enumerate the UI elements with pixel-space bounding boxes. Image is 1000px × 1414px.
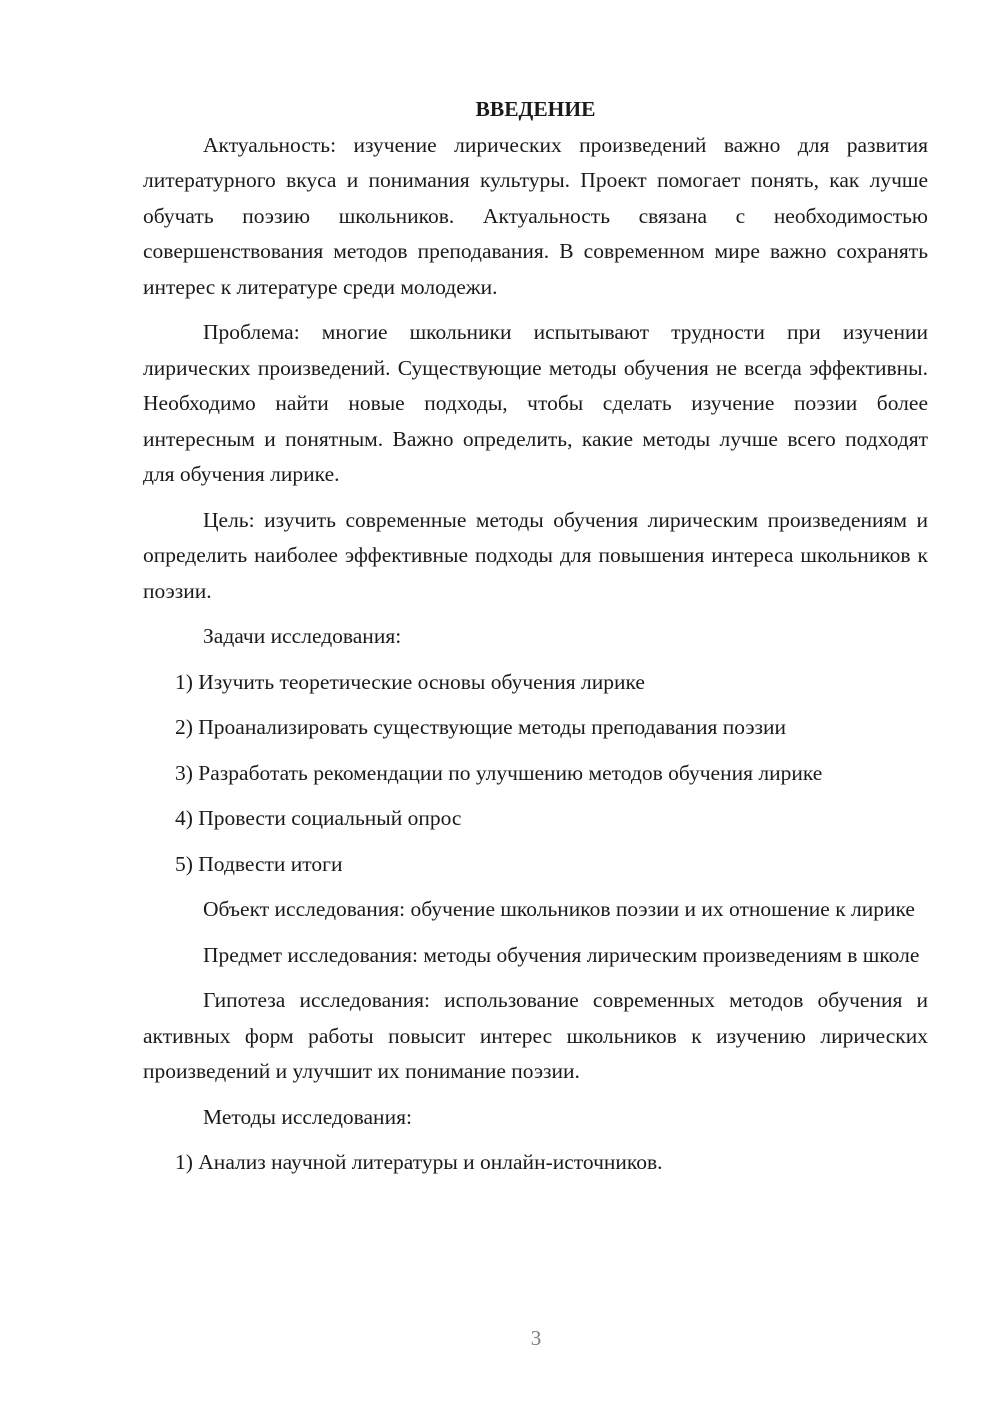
- task-item-4: 4) Провести социальный опрос: [175, 806, 462, 830]
- problem-paragraph: Проблема: многие школьники испытывают трудности при изучении лирических произведений. Существующие методы обучения не всегда эффективны. Необходимо найти новые подходы, чтобы сделать изучение поэзии более интересным и понятным. Важно определить, какие методы лучше всего подходят для обучения лирике.: [143, 320, 928, 486]
- goal-paragraph: Цель: изучить современные методы обучения лирическим произведениям и определить наиболее эффективные подходы для повышения интереса школьников к поэзии.: [143, 507, 928, 603]
- method-item-1: 1) Анализ научной литературы и онлайн-источников.: [175, 1150, 663, 1174]
- task-item-5: 5) Подвести итоги: [175, 851, 343, 876]
- document-heading: ВВЕДЕНИЕ: [475, 97, 596, 121]
- task-item-1: 1) Изучить теоретические основы обучения лирике: [175, 669, 645, 694]
- document-page: [143, 92, 928, 1191]
- object-paragraph: Объект исследования: обучение школьников поэзии и их отношение к лирике: [203, 897, 915, 921]
- hypothesis-paragraph: Гипотеза исследования: использование современных методов обучения и активных форм работы повысит интерес школьников к изучению лирических произведений и улучшит их понимание поэзии.: [143, 988, 928, 1083]
- subject-paragraph: Предмет исследования: методы обучения лирическим произведениям в школе: [203, 942, 920, 967]
- page-number: 3: [530, 1326, 542, 1350]
- tasks-title: Задачи исследования:: [203, 624, 402, 648]
- methods-title: Методы исследования:: [203, 1104, 412, 1129]
- relevance-paragraph: Актуальность: изучение лирических произведений важно для развития литературного вкуса и понимания культуры. Проект помогает понять, как лучше обучать поэзию школьников. Актуальность связана с необходимостью совершенствования методов преподавания. В современном мире важно сохранять интерес к литературе среди молодежи.: [143, 132, 928, 299]
- task-item-2: 2) Проанализировать существующие методы преподавания поэзии: [175, 715, 787, 739]
- task-item-3: 3) Разработать рекомендации по улучшению методов обучения лирике: [175, 760, 823, 785]
